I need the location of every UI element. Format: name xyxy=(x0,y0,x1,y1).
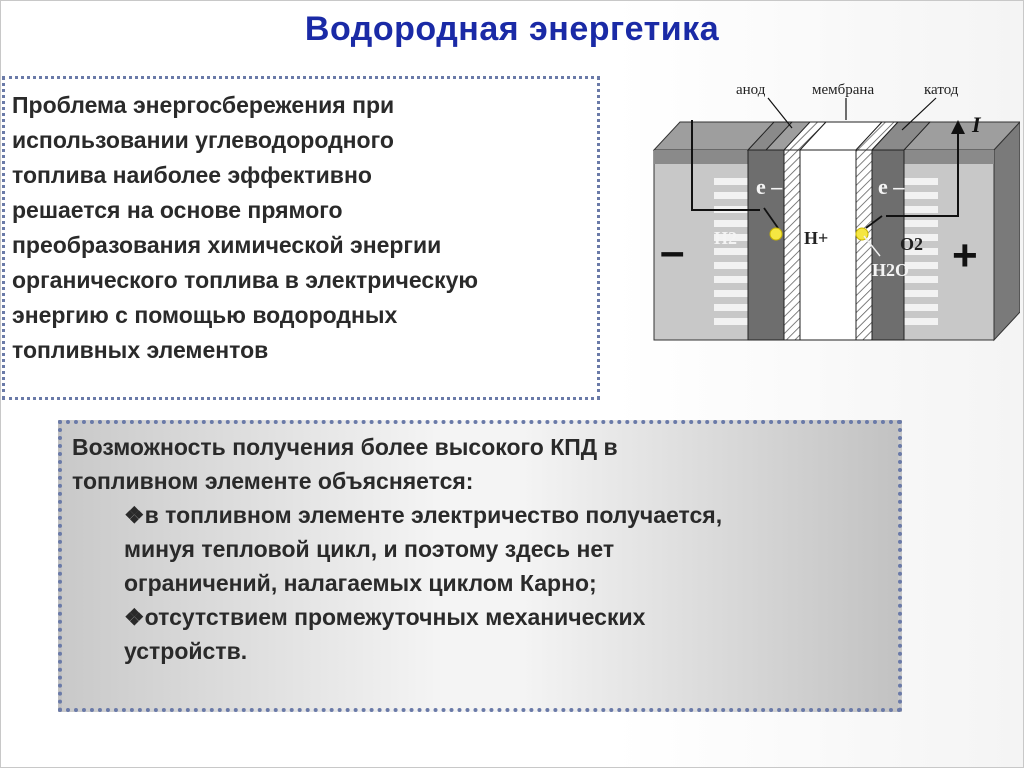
problem-line: Проблема энергосбережения при xyxy=(12,92,395,118)
problem-line: энергию с помощью водородных xyxy=(12,302,398,328)
problem-line: топлива наиболее эффективно xyxy=(12,162,372,188)
page-title: Водородная энергетика xyxy=(304,10,720,48)
label-membrane: мембрана xyxy=(812,82,875,98)
bullet-line: устройств. xyxy=(124,638,248,664)
fuel-cell-diagram xyxy=(640,70,1020,350)
label-plus: + xyxy=(952,231,978,280)
bullet-line: ограничений, налагаемых циклом Карно; xyxy=(124,570,597,596)
bullet-line: отсутствием промежуточных механических xyxy=(144,604,646,630)
efficiency-intro xyxy=(72,430,892,498)
problem-line: топливных элементов xyxy=(12,337,269,363)
label-electron-right: e – xyxy=(878,174,905,199)
label-anode: анод xyxy=(736,82,766,98)
efficiency-intro-line: топливном элементе объясняется: xyxy=(72,468,474,494)
problem-line: органического топлива в электрическую xyxy=(12,267,479,293)
label-minus: – xyxy=(660,227,685,276)
label-h2o: H2O xyxy=(872,260,910,280)
problem-line: решается на основе прямого xyxy=(12,197,343,223)
efficiency-intro-line: Возможность получения более высокого КПД в xyxy=(72,434,618,460)
bullet-diamond-icon: ❖ xyxy=(124,604,145,630)
bullet-item xyxy=(124,600,884,668)
problem-line: преобразования химической энергии xyxy=(12,232,442,258)
bullet-line: в топливном элементе электричество получается, xyxy=(144,502,723,528)
bullet-item xyxy=(124,498,884,600)
label-cathode: катод xyxy=(924,82,959,98)
h-ion-left-icon xyxy=(770,228,782,240)
label-current: I xyxy=(972,112,981,137)
label-electron-left: e – xyxy=(756,174,783,199)
problem-text xyxy=(12,88,602,368)
bullet-line: минуя тепловой цикл, и поэтому здесь нет xyxy=(124,536,615,562)
label-h2: H2 xyxy=(714,228,738,248)
bullet-diamond-icon: ❖ xyxy=(124,502,145,528)
label-hplus: H+ xyxy=(804,228,829,248)
problem-line: использовании углеводородного xyxy=(12,127,394,153)
label-o2: O2 xyxy=(900,234,924,254)
